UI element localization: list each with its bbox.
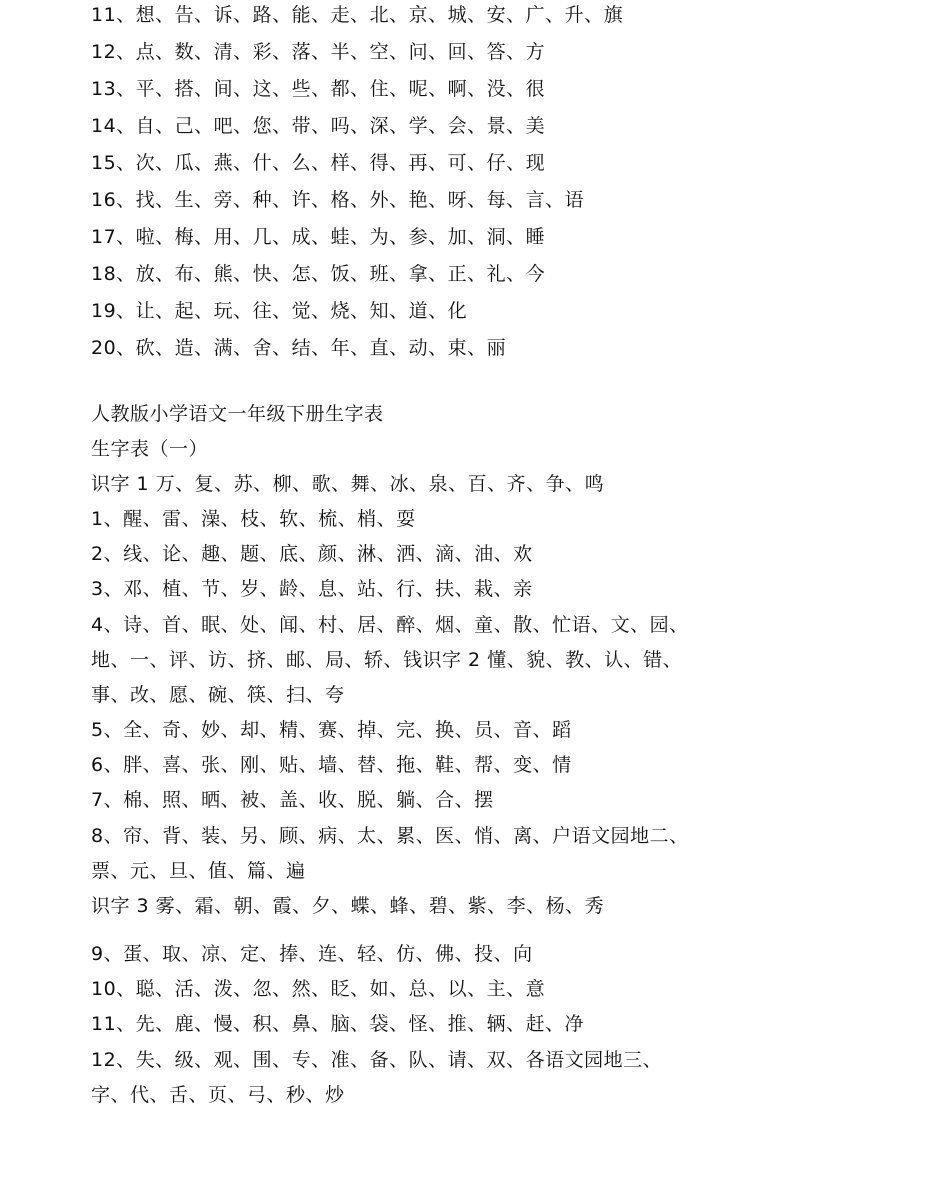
list-item: 10、聪、活、泼、忽、然、眨、如、总、以、主、意 xyxy=(91,978,546,1000)
list-item: 12、点、数、清、彩、落、半、空、问、回、答、方 xyxy=(91,41,546,63)
list-item: 11、想、告、诉、路、能、走、北、京、城、安、广、升、旗 xyxy=(91,4,624,26)
list-item: 5、全、奇、妙、却、精、赛、掉、完、换、员、音、蹈 xyxy=(91,719,572,741)
list-item: 识字 3 雾、霜、朝、霞、夕、蝶、蜂、碧、紫、李、杨、秀 xyxy=(91,895,605,917)
list-item: 7、棉、照、晒、被、盖、收、脱、躺、合、摆 xyxy=(91,789,494,811)
list-item: 识字 1 万、复、苏、柳、歌、舞、冰、泉、百、齐、争、鸣 xyxy=(91,473,605,495)
list-item: 16、找、生、旁、种、许、格、外、艳、呀、每、言、语 xyxy=(91,189,585,211)
list-item: 1、醒、雷、澡、枝、软、梳、梢、耍 xyxy=(91,508,416,530)
list-item: 事、改、愿、碗、筷、扫、夸 xyxy=(91,684,345,706)
list-item: 18、放、布、熊、快、怎、饭、班、拿、正、礼、今 xyxy=(91,263,546,285)
list-item: 8、帘、背、装、另、顾、病、太、累、医、悄、离、户语文园地二、 xyxy=(91,825,689,847)
section-title: 人教版小学语文一年级下册生字表 xyxy=(91,403,384,425)
list-item: 票、元、旦、值、篇、遍 xyxy=(91,860,306,882)
list-item: 14、自、己、吧、您、带、吗、深、学、会、景、美 xyxy=(91,115,546,137)
list-item: 地、一、评、访、挤、邮、局、轿、钱识字 2 懂、貌、教、认、错、 xyxy=(91,649,683,671)
list-item: 13、平、搭、间、这、些、都、住、呢、啊、没、很 xyxy=(91,78,546,100)
list-item: 4、诗、首、眠、处、闻、村、居、醉、烟、童、散、忙语、文、园、 xyxy=(91,614,689,636)
list-item: 9、蛋、取、凉、定、捧、连、轻、仿、佛、投、向 xyxy=(91,943,533,965)
list-item: 12、失、级、观、围、专、准、备、队、请、双、各语文园地三、 xyxy=(91,1049,663,1071)
list-item: 17、啦、梅、用、几、成、蛙、为、参、加、洞、睡 xyxy=(91,226,546,248)
list-item: 15、次、瓜、燕、什、么、样、得、再、可、仔、现 xyxy=(91,152,546,174)
list-item: 3、邓、植、节、岁、龄、息、站、行、扶、栽、亲 xyxy=(91,578,533,600)
list-item: 6、胖、喜、张、刚、贴、墙、替、拖、鞋、帮、变、情 xyxy=(91,754,572,776)
list-item: 20、砍、造、满、舍、结、年、直、动、束、丽 xyxy=(91,337,507,359)
list-item: 19、让、起、玩、往、觉、烧、知、道、化 xyxy=(91,300,468,322)
list-item: 11、先、鹿、慢、积、鼻、脑、袋、怪、推、辆、赶、净 xyxy=(91,1013,585,1035)
section-subtitle: 生字表（一） xyxy=(91,438,209,460)
list-item: 2、线、论、趣、题、底、颜、淋、洒、滴、油、欢 xyxy=(91,543,533,565)
list-item: 字、代、舌、页、弓、秒、炒 xyxy=(91,1084,345,1106)
